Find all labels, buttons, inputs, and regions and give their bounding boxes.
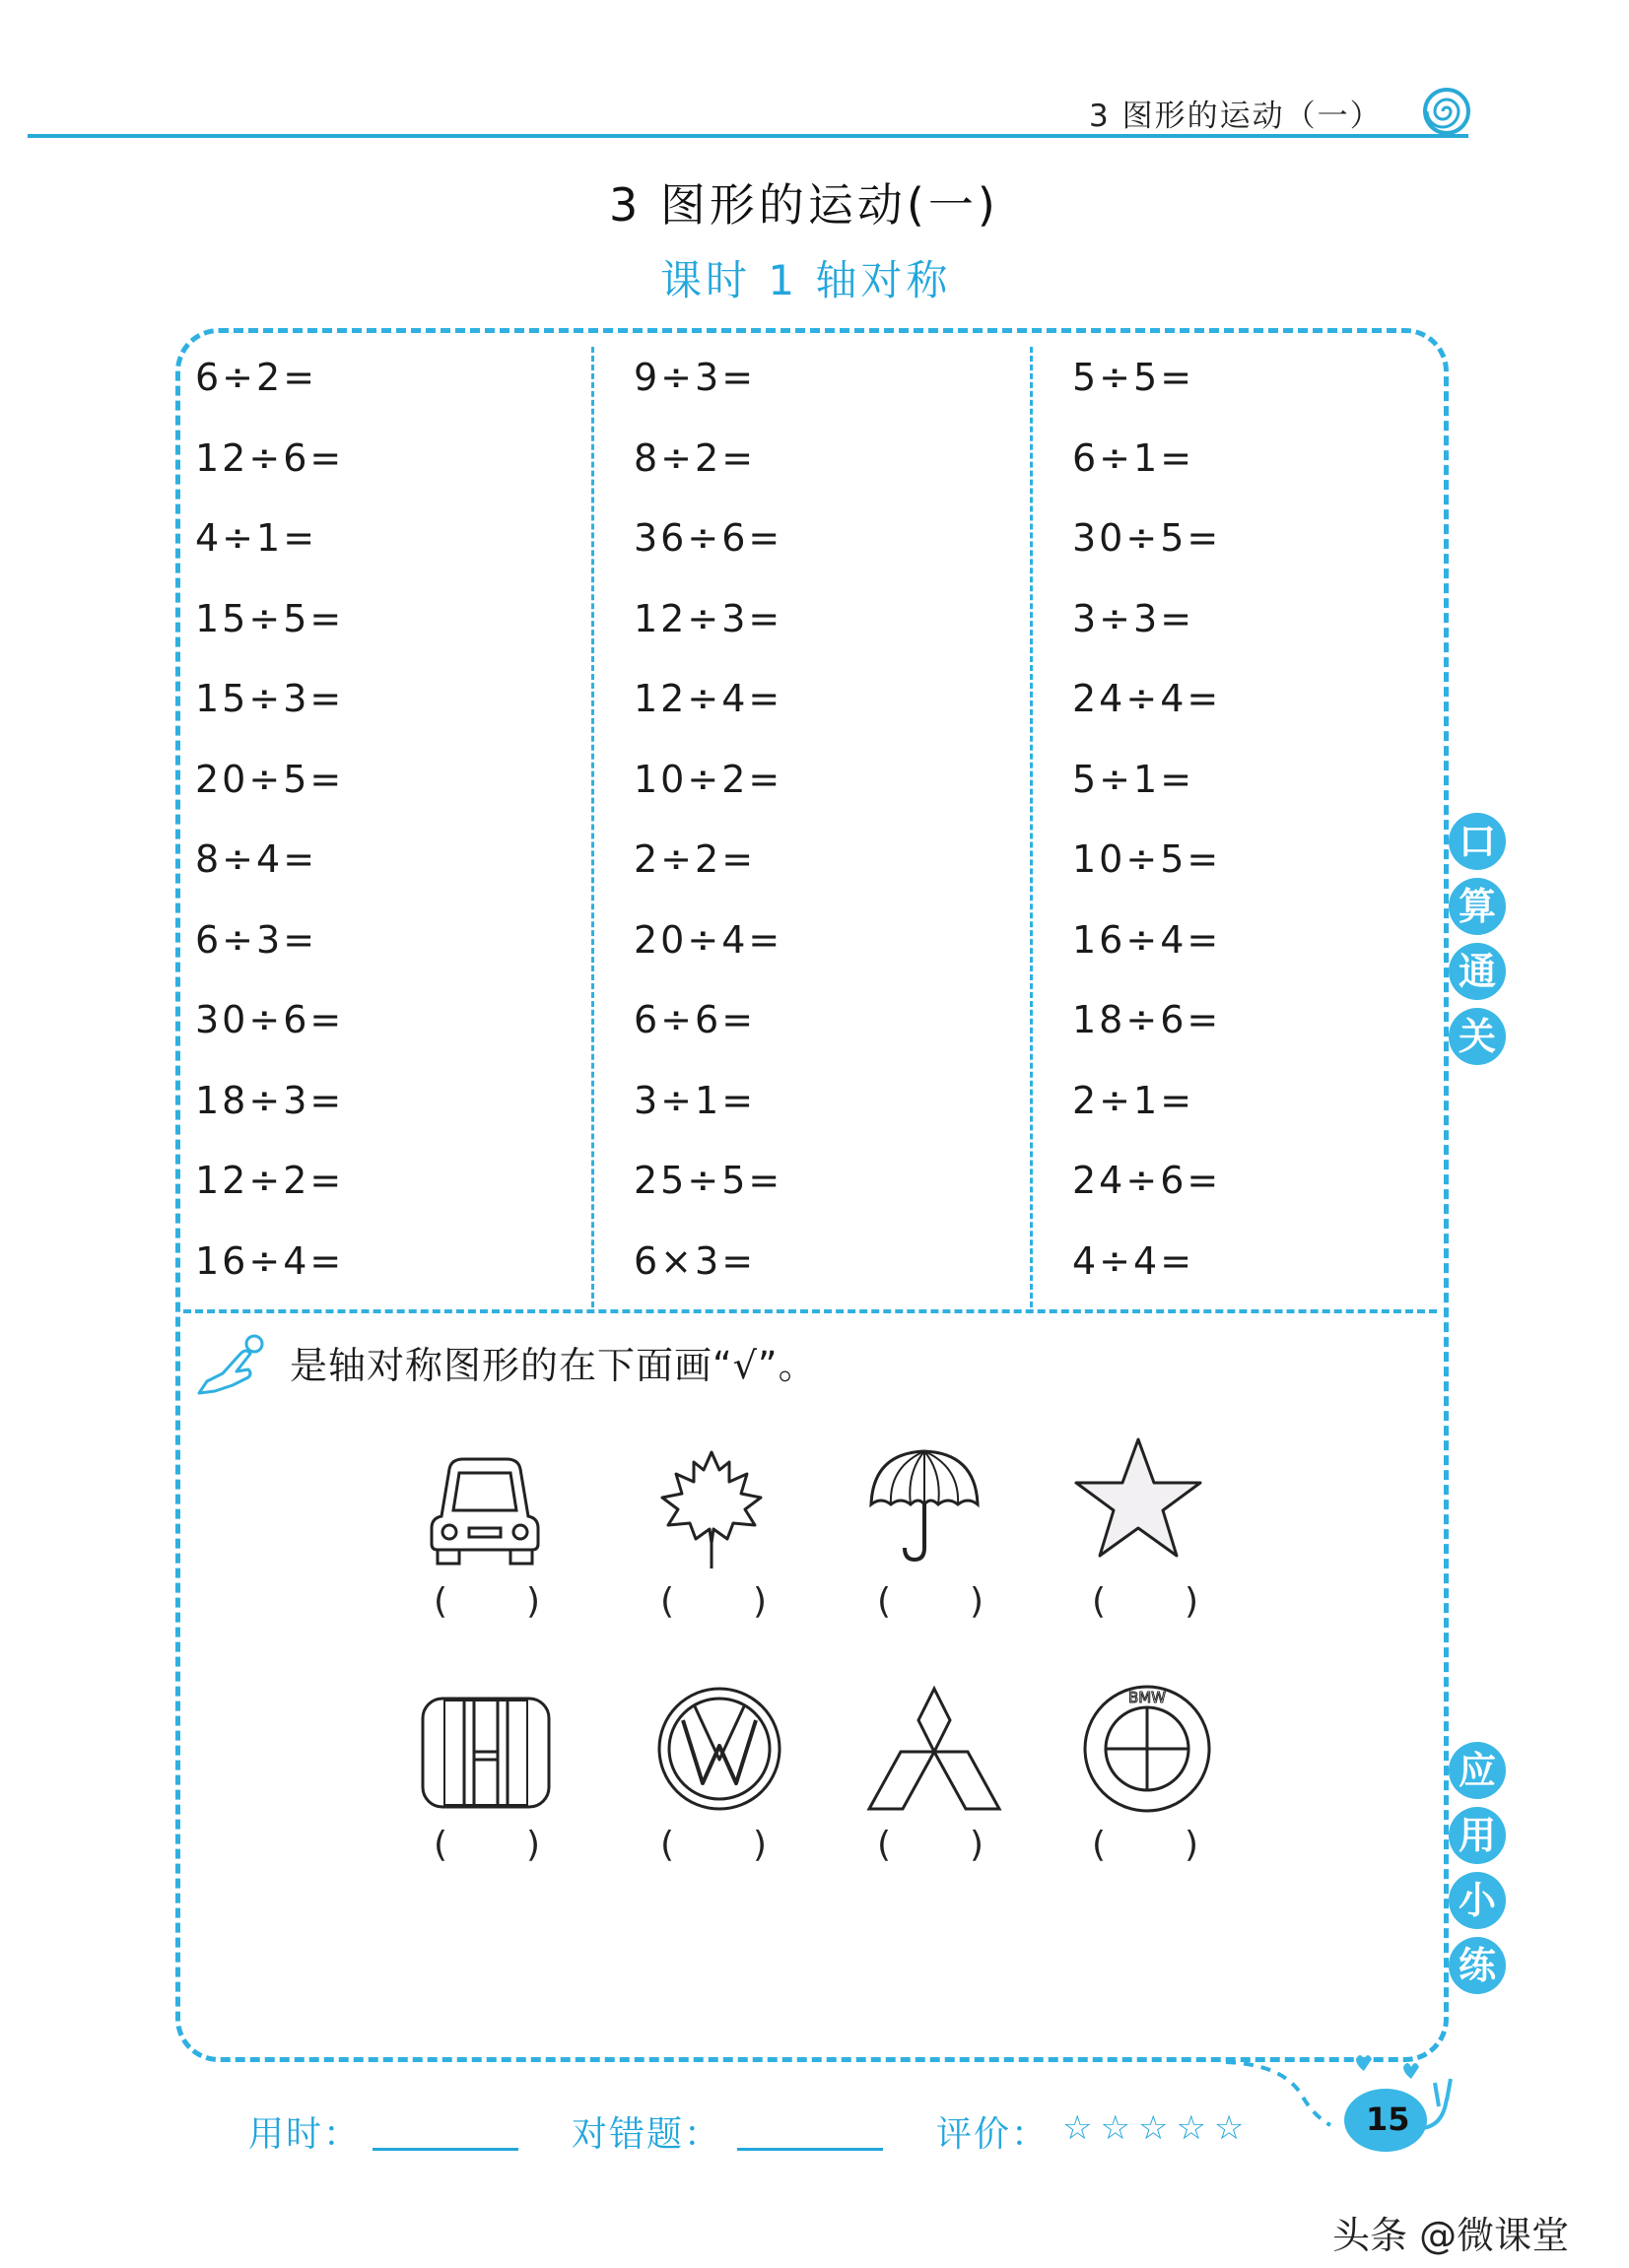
problem: 10÷5=	[1072, 837, 1222, 881]
problem: 6×3=	[634, 1238, 757, 1283]
page-number: 15	[1366, 2101, 1410, 2138]
problem: 3÷3=	[1072, 596, 1195, 640]
answer-paren[interactable]: ( )	[1092, 1581, 1199, 1622]
problem: 5÷5=	[1072, 356, 1195, 399]
bmw-letters: BMW	[1127, 1689, 1167, 1706]
problem: 6÷2=	[195, 356, 318, 399]
answer-paren[interactable]: ( )	[1092, 1825, 1199, 1865]
answer-paren[interactable]: ( )	[877, 1825, 984, 1865]
side-tab-oral	[1449, 813, 1506, 1065]
instruction-text: 是轴对称图形的在下面画“√”。	[290, 1344, 817, 1387]
answer-paren[interactable]: ( )	[660, 1581, 768, 1622]
rating-label: 评价：	[936, 2114, 1050, 2155]
problem: 30÷5=	[1072, 516, 1222, 560]
side-tab-char: 用	[1449, 1807, 1506, 1864]
problem: 2÷1=	[1072, 1078, 1195, 1122]
problem: 15÷5=	[195, 596, 345, 640]
mitsubishi-logo-icon	[865, 1685, 1003, 1813]
vw-logo-icon	[655, 1685, 783, 1813]
problem: 20÷5=	[195, 757, 345, 801]
bmw-logo-icon	[1081, 1683, 1213, 1815]
problem: 4÷1=	[195, 516, 318, 560]
problem: 24÷4=	[1072, 677, 1222, 720]
problem: 12÷6=	[195, 435, 345, 480]
side-tab-char: 小	[1449, 1872, 1506, 1929]
problem: 6÷1=	[1072, 435, 1195, 480]
side-tab-char: 练	[1449, 1937, 1506, 1994]
problem: 6÷6=	[634, 998, 757, 1041]
side-tab-char: 应	[1449, 1742, 1506, 1799]
side-tab-char: 算	[1449, 878, 1506, 935]
star-icon	[1072, 1434, 1204, 1562]
problem-column-1	[195, 338, 609, 1301]
problem: 12÷3=	[634, 596, 783, 640]
problem-column-3	[1072, 338, 1486, 1301]
problem: 36÷6=	[634, 516, 783, 560]
problem: 25÷5=	[634, 1159, 783, 1202]
car-icon	[424, 1453, 546, 1568]
answer-paren[interactable]: ( )	[660, 1825, 768, 1865]
problem: 30÷6=	[195, 998, 345, 1041]
umbrella-icon	[863, 1443, 985, 1566]
answer-paren[interactable]: ( )	[434, 1825, 541, 1865]
errors-blank[interactable]	[737, 2148, 883, 2151]
spiral-icon	[1422, 87, 1471, 136]
problem-column-2	[634, 338, 1048, 1301]
lesson-subtitle: 课时 1 轴对称	[660, 256, 952, 304]
answer-paren[interactable]: ( )	[877, 1581, 984, 1622]
time-blank[interactable]	[373, 2148, 518, 2151]
problem: 8÷2=	[634, 435, 757, 480]
answer-paren[interactable]: ( )	[434, 1581, 541, 1622]
section-divider	[183, 1309, 1437, 1313]
watermark: 头条 @微课堂	[1332, 2214, 1570, 2257]
time-label: 用时：	[248, 2114, 362, 2155]
problem: 9÷3=	[634, 356, 757, 399]
problem: 16÷4=	[1072, 917, 1222, 962]
problem: 5÷1=	[1072, 757, 1195, 801]
problem: 16÷4=	[195, 1238, 345, 1283]
problem: 2÷2=	[634, 837, 757, 881]
side-tab-char: 通	[1449, 943, 1506, 1000]
maple-leaf-icon	[658, 1448, 765, 1572]
problem: 8÷4=	[195, 837, 318, 881]
rating-stars[interactable]: ☆☆☆☆☆	[1062, 2108, 1253, 2148]
problem: 15÷3=	[195, 677, 345, 720]
problem: 6÷3=	[195, 917, 318, 962]
h-logo-icon	[419, 1695, 553, 1811]
side-tab-applied	[1449, 1742, 1506, 1994]
problem: 12÷2=	[195, 1159, 345, 1202]
problem: 20÷4=	[634, 917, 783, 962]
side-tab-char: 口	[1449, 813, 1506, 870]
header-rule	[28, 134, 1468, 138]
errors-label: 对错题：	[572, 2114, 722, 2155]
side-tab-char: 关	[1449, 1008, 1506, 1065]
problem: 3÷1=	[634, 1078, 757, 1122]
problem: 10÷2=	[634, 757, 783, 801]
problem: 24÷6=	[1072, 1159, 1222, 1202]
dashed-trail	[1222, 2054, 1340, 2133]
problem: 4÷4=	[1072, 1238, 1195, 1283]
pointing-hand-icon	[193, 1330, 272, 1401]
problem: 18÷3=	[195, 1078, 345, 1122]
running-header: 3 图形的运动（一）	[1089, 99, 1383, 134]
problem: 12÷4=	[634, 677, 783, 720]
problem: 18÷6=	[1072, 998, 1222, 1041]
page-title: 3 图形的运动(一)	[609, 178, 999, 232]
